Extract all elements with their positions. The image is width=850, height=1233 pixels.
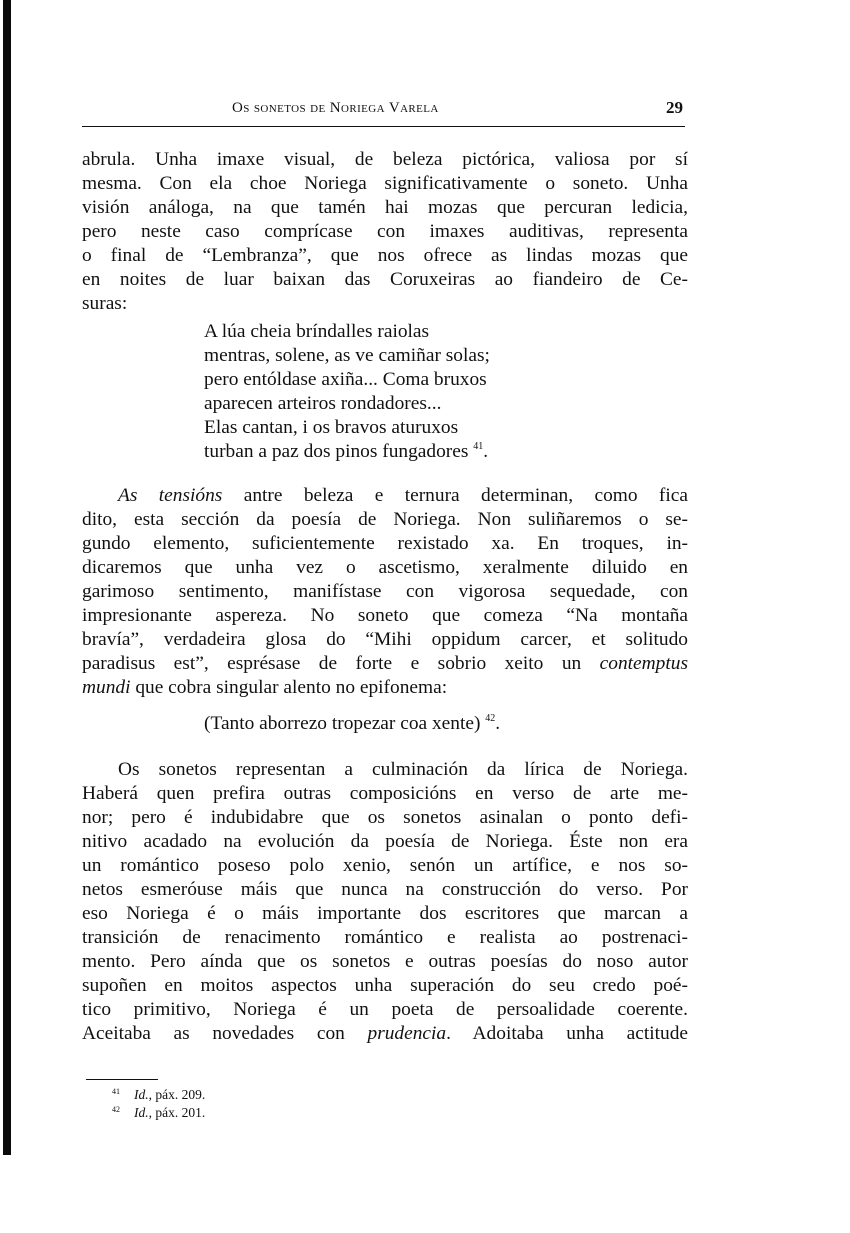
paragraph-2 <box>82 484 688 700</box>
italic-phrase: prudencia <box>367 1023 447 1044</box>
footnote-ref-41[interactable]: 41 <box>473 441 484 452</box>
verse-line: mentras, solene, as ve camiñar solas; <box>204 345 490 366</box>
text-line <box>82 484 688 508</box>
verse-line: pero entóldase axiña... Coma bruxos <box>204 369 487 390</box>
text-run: . Adoitaba unha actitude <box>446 1023 688 1044</box>
paragraph-1 <box>82 148 688 316</box>
punctuation: . <box>495 713 501 734</box>
text-line: gundo elemento, suficientemente rexistado xa. En troques, in- <box>82 533 688 554</box>
verse-line-text: turban a paz dos pinos fungadores <box>204 441 469 462</box>
header-rule <box>82 126 685 127</box>
footnote-ref: , páx. 201. <box>148 1105 206 1120</box>
verse-quotation <box>82 320 688 464</box>
footnote-42 <box>112 1102 205 1120</box>
page-header <box>82 98 685 126</box>
text-line: visión análoga, na que tamén hai mozas que percuran ledicia, <box>82 197 688 218</box>
page-number: 29 <box>666 98 683 117</box>
text-line: dicaremos que unha vez o ascetismo, xeralmente diluido en <box>82 557 688 578</box>
scan-margin-edge <box>3 0 11 1155</box>
text-line: o final de “Lembranza”, que nos ofrece as lindas mozas que <box>82 245 688 266</box>
text-line: mento. Pero aínda que os sonetos e outras poesías do noso autor <box>82 951 688 972</box>
spacer <box>82 736 688 758</box>
text-line: suras: <box>82 293 128 314</box>
body-text <box>82 148 688 1046</box>
text-run: antre beleza e ternura determinan, como fica <box>222 485 688 506</box>
text-line: nor; pero é indubidabre que os sonetos asinalan o ponto defi- <box>82 807 688 828</box>
text-line: nitivo acadado na evolución da poesía de Noriega. Éste non era <box>82 831 688 852</box>
text-line: garimoso sentimento, manifístase con vigorosa sequedade, con <box>82 581 688 602</box>
text-line: dito, esta sección da poesía de Noriega. Non suliñaremos o se- <box>82 509 688 530</box>
text-line: eso Noriega é o máis importante dos escritores que marcan a <box>82 903 688 924</box>
text-line: netos esmeróuse máis que nunca na construcción do verso. Por <box>82 879 688 900</box>
text-line <box>82 676 688 700</box>
text-line: un romántico poseso polo xenio, senón un artífice, e nos so- <box>82 855 688 876</box>
text-run: Aceitaba as novedades con <box>82 1023 368 1044</box>
text-line: supoñen en moitos aspectos unha superación do seu credo poé- <box>82 975 688 996</box>
italic-phrase: contemptus <box>599 653 688 674</box>
verse-line: Elas cantan, i os bravos aturuxos <box>204 417 459 438</box>
footnote-41 <box>112 1084 205 1102</box>
text-line <box>82 652 688 676</box>
text-line: transición de renacimento romántico e realista ao postrenaci- <box>82 927 688 948</box>
text-line <box>82 1022 688 1046</box>
text-run: paradisus est”, esprésase de forte e sobrio xeito un <box>82 653 600 674</box>
footnote-source: Id. <box>134 1087 149 1102</box>
verse-line: aparecen arteiros rondadores... <box>204 393 442 414</box>
text-line: abrula. Unha imaxe visual, de beleza pictórica, valiosa por sí <box>82 149 688 170</box>
text-line: pero neste caso comprícase con imaxes auditivas, representa <box>82 221 688 242</box>
quote-text: (Tanto aborrezo tropezar coa xente) <box>204 713 481 734</box>
verse-line: A lúa cheia bríndalles raiolas <box>204 321 430 342</box>
footnote-ref: , páx. 209. <box>148 1087 206 1102</box>
footnote-number: 41 <box>112 1087 120 1096</box>
footnote-ref-42[interactable]: 42 <box>485 713 496 724</box>
running-title: Os sonetos de Noriega Varela <box>232 100 439 116</box>
footnotes <box>112 1084 205 1120</box>
text-run: que cobra singular alento no epifonema: <box>130 677 448 698</box>
text-line: en noites de luar baixan das Coruxeiras ao fiandeiro de Ce- <box>82 269 688 290</box>
text-line: mesma. Con ela choe Noriega significativamente o soneto. Unha <box>82 173 688 194</box>
spacer <box>82 700 688 712</box>
punctuation: . <box>483 441 489 462</box>
spacer <box>82 464 688 484</box>
text-line: Os sonetos representan a culminación da lírica de Noriega. <box>118 759 688 780</box>
footnote-rule <box>86 1079 158 1080</box>
verse-line <box>204 440 688 464</box>
text-line: tico primitivo, Noriega é un poeta de persoalidade coerente. <box>82 999 688 1020</box>
footnote-number: 42 <box>112 1105 120 1114</box>
text-line: bravía”, verdadeira glosa do “Mihi oppidum carcer, et solitudo <box>82 629 688 650</box>
italic-phrase: mundi <box>82 677 131 698</box>
italic-phrase: As tensións <box>118 485 223 506</box>
text-line: impresionante aspereza. No soneto que comeza “Na montaña <box>82 605 688 626</box>
text-line: Haberá quen prefira outras composicións en verso de arte me- <box>82 783 688 804</box>
epiphonema-quote <box>82 712 688 736</box>
footnote-source: Id. <box>134 1105 149 1120</box>
paragraph-3 <box>82 758 688 1046</box>
